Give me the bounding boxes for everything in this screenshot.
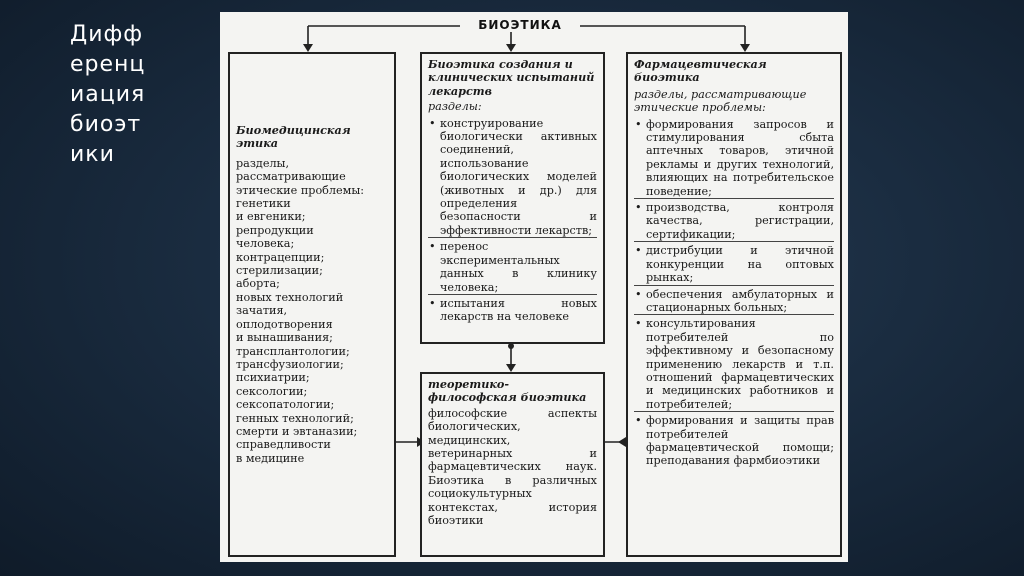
list-item: • дистрибуции и этичной конкуренции на оптовых рынках; xyxy=(634,244,834,285)
list-item: сексологии; xyxy=(236,384,308,398)
list-item: справедливости xyxy=(236,438,331,452)
biomedical-ethics-box xyxy=(228,52,396,557)
list-item: оплодотворения xyxy=(236,317,333,331)
drug-development-bioethics-box xyxy=(420,52,605,344)
list-item: • производства, контроля качества, регистрации, сертификации; xyxy=(634,201,834,242)
list-item: аборта; xyxy=(236,277,280,291)
list-item: новых технологий xyxy=(236,290,344,304)
list-item: зачатия, xyxy=(236,304,288,318)
biomedical-ethics-list xyxy=(236,197,388,465)
drug-development-list xyxy=(428,117,597,324)
slide-title: Дифференциация биоэтики xyxy=(70,22,146,167)
list-item: • конструирование биологически активных соединений, использование биологических моделей (животных и др.) для определения безопасности и эффективности лекарств; xyxy=(428,117,597,239)
list-item: и вынашивания; xyxy=(236,331,333,345)
list-item: генетики xyxy=(236,197,291,211)
drug-development-title: Биоэтика создания и клинических испытаний лекарств xyxy=(428,57,595,98)
diagram-header: БИОЭТИКА xyxy=(460,18,580,32)
list-item: в медицине xyxy=(236,451,305,465)
pharmaceutical-bioethics-title: Фармацевтическая биоэтика xyxy=(634,57,767,85)
biomedical-ethics-subtitle: разделы, рассматривающие этические проблемы: xyxy=(236,156,365,197)
list-item: • формирования запросов и стимулирования сбыта аптечных товаров, этичной рекламы и других технологий, влияющих на потребительское поведение; xyxy=(634,118,834,199)
list-item: репродукции xyxy=(236,223,314,237)
list-item: контрацепции; xyxy=(236,250,325,264)
list-item: • консультирования потребителей по эффективному и безопасному применению лекарств и т.п. отношений фармацевтических и медицинских работников и потребителей; xyxy=(634,317,834,412)
pharmaceutical-bioethics-subtitle: разделы, рассматривающие этические проблемы: xyxy=(634,87,807,115)
biomedical-ethics-title: Биомедицинская этика xyxy=(236,123,351,151)
list-item: • испытания новых лекарств на человеке xyxy=(428,297,597,324)
bioethics-diagram xyxy=(220,12,848,562)
list-item: психиатрии; xyxy=(236,371,310,385)
list-item: • формирования и защиты прав потребителей фармацевтической помощи; преподавания фармбиоэтики xyxy=(634,414,834,468)
list-item: человека; xyxy=(236,237,295,251)
list-item: • обеспечения амбулаторных и стационарных больных; xyxy=(634,288,834,316)
theoretical-bioethics-title: теоретико-философская биоэтика xyxy=(428,377,587,405)
list-item: трансплантологии; xyxy=(236,344,350,358)
list-item: стерилизации; xyxy=(236,264,323,278)
pharmaceutical-bioethics-list xyxy=(634,118,834,468)
list-item: смерти и эвтаназии; xyxy=(236,424,358,438)
list-item: трансфузиологии; xyxy=(236,357,344,371)
theoretical-bioethics-box xyxy=(420,372,605,557)
drug-development-subtitle: разделы: xyxy=(428,100,482,114)
list-item: • перенос экспериментальных данных в клинику человека; xyxy=(428,240,597,295)
list-item: сексопатологии; xyxy=(236,398,335,412)
theoretical-bioethics-text: философские аспекты биологических, медицинских, ветеринарных и фармацевтических наук. Биоэтика в различных социокультурных контекстах, история биоэтики xyxy=(428,406,597,528)
list-item: генных технологий; xyxy=(236,411,354,425)
list-item: и евгеники; xyxy=(236,210,306,224)
pharmaceutical-bioethics-box xyxy=(626,52,842,557)
